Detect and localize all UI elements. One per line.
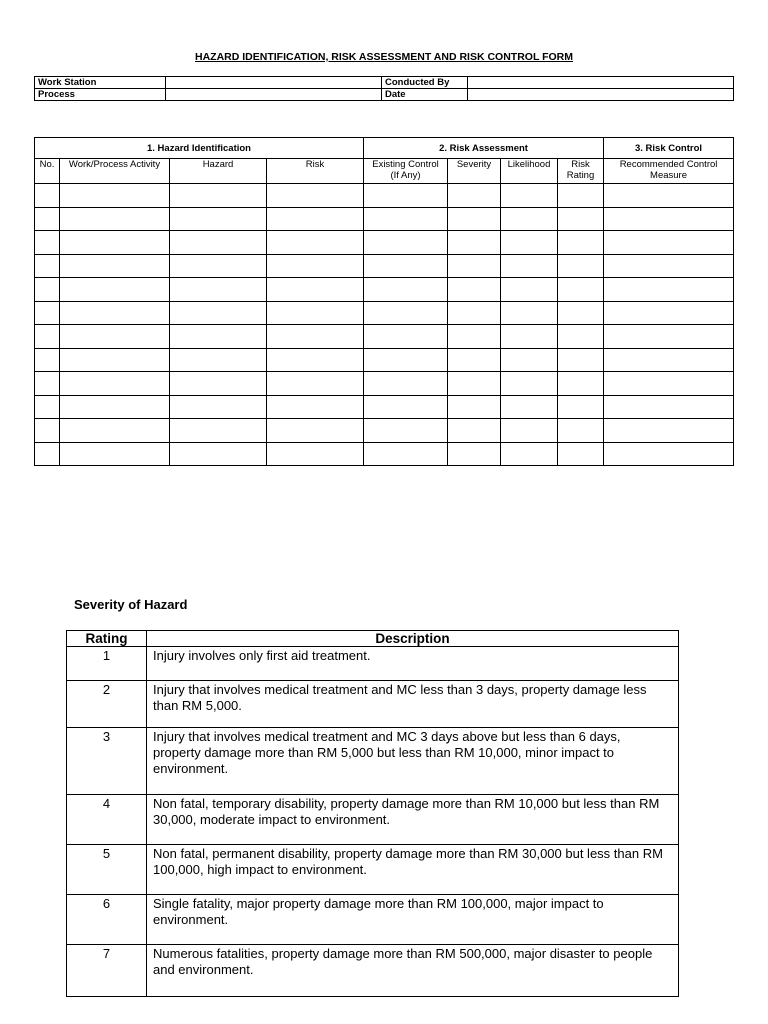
severity-rating: 1 bbox=[67, 647, 147, 681]
col-risk-rating bbox=[558, 159, 604, 184]
severity-rating: 2 bbox=[67, 681, 147, 728]
form-cell[interactable] bbox=[35, 395, 60, 419]
form-cell[interactable] bbox=[604, 207, 734, 231]
col-risk: Risk bbox=[267, 159, 364, 184]
form-cell[interactable] bbox=[501, 207, 558, 231]
form-cell[interactable] bbox=[60, 419, 170, 443]
severity-header-rating: Rating bbox=[67, 631, 147, 647]
form-cell[interactable] bbox=[267, 184, 364, 208]
form-row bbox=[35, 184, 734, 208]
form-cell[interactable] bbox=[558, 207, 604, 231]
form-cell[interactable] bbox=[448, 278, 501, 302]
severity-row bbox=[67, 647, 679, 681]
form-cell[interactable] bbox=[170, 254, 267, 278]
form-cell[interactable] bbox=[170, 301, 267, 325]
form-cell[interactable] bbox=[501, 278, 558, 302]
form-cell[interactable] bbox=[35, 184, 60, 208]
col-risk-rating-line1: Risk bbox=[571, 159, 590, 170]
severity-rating: 6 bbox=[67, 895, 147, 945]
form-cell[interactable] bbox=[604, 419, 734, 443]
form-cell[interactable] bbox=[35, 301, 60, 325]
form-cell[interactable] bbox=[501, 325, 558, 349]
form-cell[interactable] bbox=[364, 372, 448, 396]
col-existing-control-line2: (If Any) bbox=[390, 170, 421, 181]
section-hazard-identification: 1. Hazard Identification bbox=[35, 138, 364, 159]
form-cell[interactable] bbox=[60, 442, 170, 466]
process-label: Process bbox=[35, 89, 166, 101]
form-cell[interactable] bbox=[558, 254, 604, 278]
form-cell[interactable] bbox=[501, 301, 558, 325]
form-row bbox=[35, 419, 734, 443]
form-cell[interactable] bbox=[60, 325, 170, 349]
form-cell[interactable] bbox=[364, 419, 448, 443]
severity-description: Non fatal, temporary disability, property damage more than RM 10,000 but less than RM 30,000, moderate impact to environment. bbox=[147, 795, 679, 845]
hazard-form-table bbox=[34, 137, 734, 466]
form-cell[interactable] bbox=[60, 301, 170, 325]
form-cell[interactable] bbox=[35, 419, 60, 443]
form-cell[interactable] bbox=[448, 254, 501, 278]
form-cell[interactable] bbox=[448, 348, 501, 372]
form-cell[interactable] bbox=[60, 184, 170, 208]
severity-rating: 5 bbox=[67, 845, 147, 895]
form-cell[interactable] bbox=[267, 325, 364, 349]
severity-rating: 3 bbox=[67, 728, 147, 795]
severity-table bbox=[66, 630, 679, 997]
severity-description: Numerous fatalities, property damage more than RM 500,000, major disaster to people and environment. bbox=[147, 945, 679, 997]
section-risk-control: 3. Risk Control bbox=[604, 138, 734, 159]
form-cell[interactable] bbox=[364, 254, 448, 278]
severity-row bbox=[67, 795, 679, 845]
form-cell[interactable] bbox=[604, 442, 734, 466]
form-cell[interactable] bbox=[170, 278, 267, 302]
form-row bbox=[35, 395, 734, 419]
form-cell[interactable] bbox=[364, 348, 448, 372]
severity-title: Severity of Hazard bbox=[74, 597, 188, 612]
form-cell[interactable] bbox=[267, 207, 364, 231]
col-activity: Work/Process Activity bbox=[60, 159, 170, 184]
col-existing-control bbox=[364, 159, 448, 184]
severity-description: Non fatal, permanent disability, property damage more than RM 30,000 but less than RM 100,000, high impact to environment. bbox=[147, 845, 679, 895]
form-cell[interactable] bbox=[267, 231, 364, 255]
work-station-label: Work Station bbox=[35, 77, 166, 89]
severity-rows bbox=[67, 647, 679, 997]
form-cell[interactable] bbox=[558, 325, 604, 349]
form-cell[interactable] bbox=[60, 207, 170, 231]
form-cell[interactable] bbox=[448, 442, 501, 466]
form-cell[interactable] bbox=[60, 254, 170, 278]
severity-row bbox=[67, 895, 679, 945]
severity-rating: 4 bbox=[67, 795, 147, 845]
form-cell[interactable] bbox=[448, 301, 501, 325]
form-cell[interactable] bbox=[558, 348, 604, 372]
form-row bbox=[35, 231, 734, 255]
col-no: No. bbox=[35, 159, 60, 184]
form-cell[interactable] bbox=[448, 372, 501, 396]
form-cell[interactable] bbox=[170, 372, 267, 396]
form-row bbox=[35, 442, 734, 466]
severity-description: Injury that involves medical treatment and MC less than 3 days, property damage less than RM 5,000. bbox=[147, 681, 679, 728]
severity-row bbox=[67, 945, 679, 997]
form-cell[interactable] bbox=[448, 395, 501, 419]
form-row bbox=[35, 348, 734, 372]
severity-description: Single fatality, major property damage more than RM 100,000, major impact to environment. bbox=[147, 895, 679, 945]
form-info-table bbox=[34, 76, 734, 101]
form-row bbox=[35, 254, 734, 278]
col-existing-control-line1: Existing Control bbox=[372, 159, 439, 170]
form-cell[interactable] bbox=[364, 278, 448, 302]
form-cell[interactable] bbox=[60, 231, 170, 255]
severity-row bbox=[67, 845, 679, 895]
form-cell[interactable] bbox=[604, 231, 734, 255]
form-cell[interactable] bbox=[604, 325, 734, 349]
col-likelihood: Likelihood bbox=[501, 159, 558, 184]
form-cell[interactable] bbox=[501, 419, 558, 443]
form-cell[interactable] bbox=[170, 184, 267, 208]
form-cell[interactable] bbox=[35, 348, 60, 372]
severity-description: Injury that involves medical treatment and MC 3 days above but less than 6 days, property damage more than RM 5,000 but less than RM 10,000, minor impact to environment. bbox=[147, 728, 679, 795]
form-cell[interactable] bbox=[364, 207, 448, 231]
form-cell[interactable] bbox=[364, 325, 448, 349]
form-cell[interactable] bbox=[604, 254, 734, 278]
form-cell[interactable] bbox=[501, 254, 558, 278]
form-row bbox=[35, 301, 734, 325]
date-label: Date bbox=[382, 89, 468, 101]
form-cell[interactable] bbox=[448, 419, 501, 443]
form-cell[interactable] bbox=[364, 301, 448, 325]
form-cell[interactable] bbox=[267, 278, 364, 302]
form-cell[interactable] bbox=[60, 372, 170, 396]
form-cell[interactable] bbox=[35, 254, 60, 278]
form-cell[interactable] bbox=[364, 442, 448, 466]
form-cell[interactable] bbox=[35, 231, 60, 255]
form-cell[interactable] bbox=[60, 348, 170, 372]
form-cell[interactable] bbox=[267, 419, 364, 443]
form-cell[interactable] bbox=[604, 301, 734, 325]
section-risk-assessment: 2. Risk Assessment bbox=[364, 138, 604, 159]
form-cell[interactable] bbox=[35, 442, 60, 466]
form-row bbox=[35, 207, 734, 231]
form-cell[interactable] bbox=[364, 395, 448, 419]
form-cell[interactable] bbox=[558, 419, 604, 443]
form-cell[interactable] bbox=[448, 325, 501, 349]
form-cell[interactable] bbox=[604, 184, 734, 208]
form-cell[interactable] bbox=[267, 348, 364, 372]
form-cell[interactable] bbox=[501, 442, 558, 466]
form-cell[interactable] bbox=[501, 372, 558, 396]
form-cell[interactable] bbox=[267, 372, 364, 396]
form-cell[interactable] bbox=[558, 231, 604, 255]
form-cell[interactable] bbox=[558, 372, 604, 396]
severity-header-description: Description bbox=[147, 631, 679, 647]
severity-row bbox=[67, 681, 679, 728]
form-cell[interactable] bbox=[170, 395, 267, 419]
form-cell[interactable] bbox=[448, 207, 501, 231]
severity-description: Injury involves only first aid treatment. bbox=[147, 647, 679, 681]
col-recommended-line2: Measure bbox=[650, 170, 688, 181]
form-cell[interactable] bbox=[558, 301, 604, 325]
form-cell[interactable] bbox=[364, 231, 448, 255]
form-cell[interactable] bbox=[170, 231, 267, 255]
form-cell[interactable] bbox=[170, 419, 267, 443]
form-cell[interactable] bbox=[604, 372, 734, 396]
form-cell[interactable] bbox=[604, 348, 734, 372]
form-cell[interactable] bbox=[558, 278, 604, 302]
form-cell[interactable] bbox=[558, 442, 604, 466]
form-cell[interactable] bbox=[35, 207, 60, 231]
col-recommended-line1: Recommended Control bbox=[619, 159, 718, 170]
form-row bbox=[35, 325, 734, 349]
severity-row bbox=[67, 728, 679, 795]
form-cell[interactable] bbox=[35, 278, 60, 302]
severity-rating: 7 bbox=[67, 945, 147, 997]
conducted-by-label: Conducted By bbox=[382, 77, 468, 89]
conducted-by-field[interactable] bbox=[468, 77, 734, 89]
form-cell[interactable] bbox=[35, 325, 60, 349]
form-cell[interactable] bbox=[604, 395, 734, 419]
form-cell[interactable] bbox=[501, 231, 558, 255]
form-title: HAZARD IDENTIFICATION, RISK ASSESSMENT AND RISK CONTROL FORM bbox=[195, 51, 573, 63]
form-cell[interactable] bbox=[501, 184, 558, 208]
form-cell[interactable] bbox=[60, 395, 170, 419]
form-cell[interactable] bbox=[35, 372, 60, 396]
col-severity: Severity bbox=[448, 159, 501, 184]
form-cell[interactable] bbox=[267, 254, 364, 278]
form-cell[interactable] bbox=[558, 184, 604, 208]
form-cell[interactable] bbox=[267, 442, 364, 466]
form-cell[interactable] bbox=[60, 278, 170, 302]
form-cell[interactable] bbox=[267, 301, 364, 325]
form-cell[interactable] bbox=[448, 184, 501, 208]
date-field[interactable] bbox=[468, 89, 734, 101]
col-hazard: Hazard bbox=[170, 159, 267, 184]
col-risk-rating-line2: Rating bbox=[566, 170, 595, 181]
form-cell[interactable] bbox=[267, 395, 364, 419]
form-row bbox=[35, 278, 734, 302]
form-cell[interactable] bbox=[170, 442, 267, 466]
form-cell[interactable] bbox=[501, 348, 558, 372]
col-recommended-control bbox=[604, 159, 734, 184]
form-rows bbox=[35, 184, 734, 466]
form-cell[interactable] bbox=[364, 184, 448, 208]
work-station-field[interactable] bbox=[166, 77, 382, 89]
form-cell[interactable] bbox=[170, 325, 267, 349]
form-cell[interactable] bbox=[170, 207, 267, 231]
form-cell[interactable] bbox=[170, 348, 267, 372]
form-cell[interactable] bbox=[604, 278, 734, 302]
form-row bbox=[35, 372, 734, 396]
form-cell[interactable] bbox=[448, 231, 501, 255]
form-cell[interactable] bbox=[501, 395, 558, 419]
form-cell[interactable] bbox=[558, 395, 604, 419]
process-field[interactable] bbox=[166, 89, 382, 101]
